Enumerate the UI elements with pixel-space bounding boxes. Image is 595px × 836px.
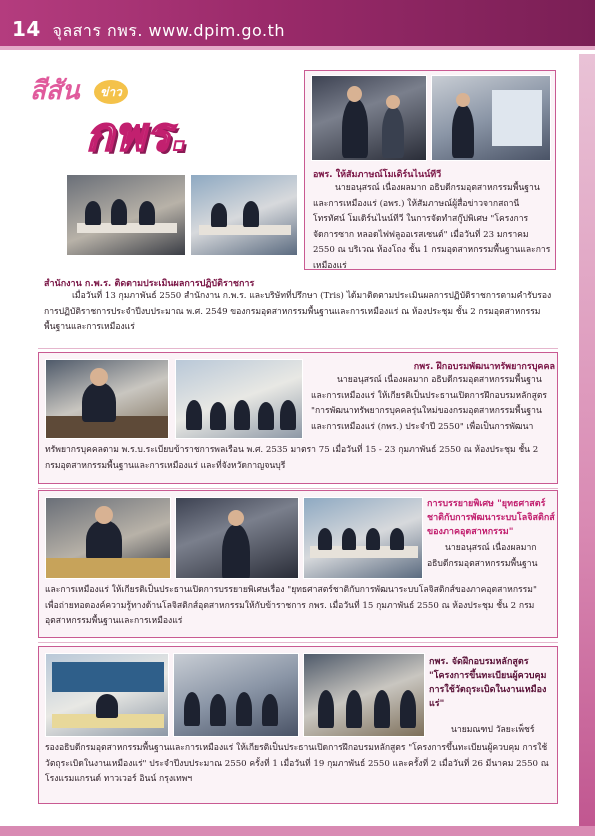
article-1-box [304, 70, 556, 270]
article-5-photo-1 [45, 653, 169, 737]
divider-2 [38, 488, 558, 489]
article-5-box [38, 646, 558, 804]
bottom-decor-strip [0, 826, 595, 836]
page-header [0, 0, 595, 50]
article-2-photo-2 [190, 174, 298, 256]
article-3-body-bottom: ทรัพยากรบุคคลตาม พ.ร.บ.ระเบียบข้าราชการพลเรือน พ.ศ. 2535 มาตรา 75 เมื่อวันที่ 15 - 23 กุมภาพันธ์ 2550 ณ ห้องประชุม ชั้น 2 กรมอุตสาหกรรมพื้นฐานและการเหมืองแร่ และที่จังหวัดกาญจนบุรี [45, 445, 539, 471]
page-number: 14 [12, 17, 41, 41]
article-2-photo-1 [66, 174, 186, 256]
right-decor-strip [579, 54, 595, 836]
article-1-body: นายอนุสรณ์ เนื่องผลมาก อธิบดีกรมอุตสาหกรรมพื้นฐาน และการเหมืองแร่ (อพร.) ให้สัมภาษณ์ผู้สื่อข่าวจากสถานีโทรทัศน์ โมเดิร์นไนน์ทีวี ในการจัดทำสกู๊ปพิเศษ "โครงการจัดการซาก หลอดไฟฟลูออเรสเซนต์" เมื่อวันที่ 23 มกราคม 2550 ณ บริเวณ ห้องโถง ชั้น 1 กรมอุตสาหกรรมพื้นฐานและการเหมืองแร่ [313, 183, 551, 271]
article-4-photo-1 [45, 497, 171, 579]
publication-name: จุลสาร กพร. www.dpim.go.th [52, 21, 286, 40]
divider-3 [38, 642, 558, 643]
article-4-photo-3 [303, 497, 423, 579]
article-3-body-top: นายอนุสรณ์ เนื่องผลมาก อธิบดีกรมอุตสาหกรรมพื้นฐาน และการเหมืองแร่ ให้เกียรติเป็นประธานเปิดการฝึกอบรมหลักสูตร "การพัฒนาทรัพยากรบุคคลรุ่นใหม่ของกรมอุตสาหกรรมพื้นฐาน และการเหมืองแร่ (กพร.) ประจำปี 2550" เพื่อเป็นการพัฒนา [311, 375, 548, 432]
article-5-body-top: นายมณฑป วัลยะเพ็ชร์ [451, 725, 535, 735]
article-4-title: การบรรยายพิเศษ "ยุทธศาสตร์ชาติกับการพัฒนาระบบโลจิสติกส์ของภาคอุตสาหกรรม" [427, 499, 555, 537]
article-2-box [38, 170, 300, 258]
article-4-photo-2 [175, 497, 299, 579]
article-1-title: อพร. ให้สัมภาษณ์โมเดิร์นไนน์ทีวี [313, 170, 442, 180]
article-3-photo-1 [45, 359, 169, 439]
divider-1 [38, 348, 558, 349]
article-2-title: สำนักงาน ก.พ.ร. ติดตามประเมินผลการปฏิบัติราชการ [44, 279, 255, 289]
article-5-photo-3 [303, 653, 425, 737]
header-text [12, 17, 285, 44]
section-logo [28, 68, 248, 161]
logo-big-text: กพร. [86, 107, 191, 161]
article-5-photo-2 [173, 653, 299, 737]
article-4-body-bottom: และการเหมืองแร่ ให้เกียรติเป็นประธานเปิดการบรรยายพิเศษเรื่อง "ยุทธศาสตร์ชาติกับการพัฒนาระบบโลจิสติกส์ของภาคอุตสาหกรรม" เพื่อถ่ายทอดองค์ความรู้ทางด้านโลจิสติกส์อุตสาหกรรมให้กับข้าราชการ กพร. เมื่อวันที่ 15 กุมภาพันธ์ 2550 ณ ห้องประชุม ชั้น 2 กรมอุตสาหกรรมพื้นฐานและการเหมืองแร่ [45, 585, 537, 626]
article-4-body-top: นายอนุสรณ์ เนื่องผลมาก อธิบดีกรมอุตสาหกรรมพื้นฐาน [427, 543, 538, 569]
article-1-photo-2 [431, 75, 551, 161]
article-1-photo-1 [311, 75, 427, 161]
logo-small-text: สีสัน [30, 76, 80, 106]
article-2-body: เมื่อวันที่ 13 กุมภาพันธ์ 2550 สำนักงาน ก.พ.ร. และบริษัทที่ปรึกษา (Tris) ได้มาติดตามประเมินผลการปฏิบัติราชการตามคำรับรอง การปฏิบัติราชการประจำปีงบประมาณ พ.ศ. 2549 ของกรมอุตสาหกรรมพื้นฐานและการเหมืองแร่ ณ ห้องประชุม ชั้น 2 กรมอุตสาหกรรม พื้นฐานและการเหมืองแร่ [44, 291, 552, 332]
logo-badge: ข่าว [94, 80, 128, 104]
article-5-body-bottom: รองอธิบดีกรมอุตสาหกรรมพื้นฐานและการเหมืองแร่ ให้เกียรติเป็นประธานเปิดการฝึกอบรมหลักสูตร "โครงการขึ้นทะเบียนผู้ควบคุม การใช้วัตถุระเบิดในงานเหมืองแร่" ประจำปีงบประมาณ 2550 ครั้งที่ 1 เมื่อวันที่ 19 กุมภาพันธ์ 2550 และครั้งที่ 2 เมื่อวันที่ 26 มีนาคม 2550 ณ โรงแรมแกรนด์ ทาวเวอร์ อินน์ กรุงเทพฯ [45, 743, 549, 784]
article-5-title: กพร. จัดฝึกอบรมหลักสูตร "โครงการขึ้นทะเบียนผู้ควบคุมการใช้วัตถุระเบิดในงานเหมืองแร่" [429, 657, 547, 709]
article-3-title: กพร. ฝึกอบรมพัฒนาทรัพยากรบุคคล [413, 362, 555, 372]
article-3-box [38, 352, 558, 484]
article-4-box [38, 490, 558, 638]
article-3-photo-2 [175, 359, 303, 439]
